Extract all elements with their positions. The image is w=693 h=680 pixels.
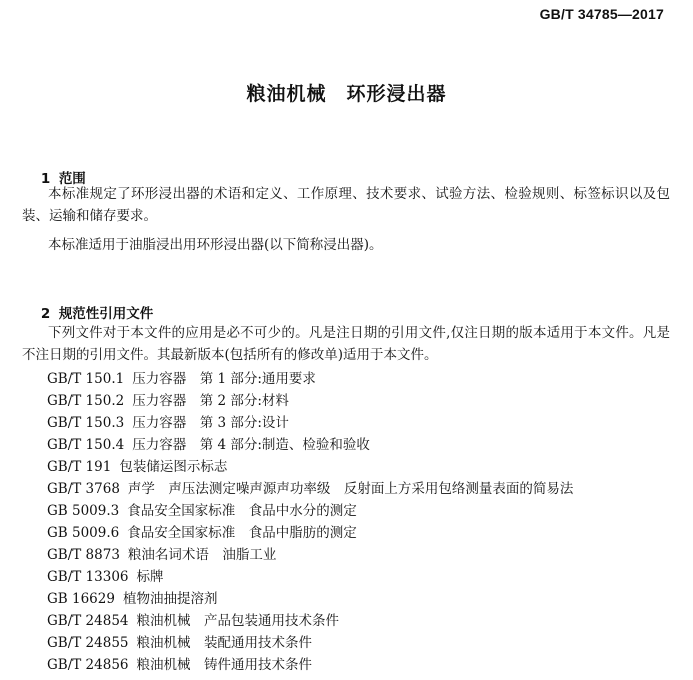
reference-code: GB/T 150.3 — [47, 415, 125, 431]
reference-title: 食品安全国家标准 食品中水分的测定 — [127, 503, 357, 519]
section-1-paragraph: 本标准规定了环形浸出器的术语和定义、工作原理、技术要求、试验方法、检验规则、标签标识以及包装、运输和储存要求。 — [22, 186, 670, 224]
reference-item — [47, 632, 573, 654]
reference-title: 粮油机械 装配通用技术条件 — [136, 635, 312, 651]
reference-title: 压力容器 第 3 部分:设计 — [132, 415, 289, 431]
reference-code: GB 5009.3 — [47, 503, 120, 519]
reference-title: 压力容器 第 4 部分:制造、检验和验收 — [132, 437, 370, 453]
reference-title: 粮油名词术语 油脂工业 — [127, 547, 277, 563]
reference-code: GB/T 150.1 — [47, 371, 125, 387]
normative-references-list — [47, 368, 573, 676]
reference-title: 标牌 — [136, 569, 164, 585]
section-1-number: 1 — [40, 171, 51, 187]
reference-code: GB/T 150.4 — [47, 437, 125, 453]
reference-item — [47, 434, 573, 456]
reference-code: GB/T 3768 — [47, 481, 120, 497]
reference-item — [47, 390, 573, 412]
reference-item — [47, 456, 573, 478]
reference-title: 食品安全国家标准 食品中脂肪的测定 — [127, 525, 357, 541]
reference-code: GB/T 24854 — [47, 613, 129, 629]
standard-code: GB/T 34785—2017 — [539, 6, 664, 22]
section-2-number: 2 — [40, 306, 51, 322]
reference-item — [47, 522, 573, 544]
reference-code: GB/T 191 — [47, 459, 112, 475]
reference-title: 粮油机械 产品包装通用技术条件 — [136, 613, 339, 629]
reference-item — [47, 566, 573, 588]
reference-code: GB 5009.6 — [47, 525, 120, 541]
reference-title: 压力容器 第 1 部分:通用要求 — [132, 371, 316, 387]
reference-title: 包装储运图示标志 — [119, 459, 228, 475]
reference-title: 粮油机械 铸件通用技术条件 — [136, 657, 312, 673]
reference-item — [47, 368, 573, 390]
reference-item — [47, 500, 573, 522]
reference-item — [47, 610, 573, 632]
reference-code: GB 16629 — [47, 591, 115, 607]
section-2-paragraph: 下列文件对于本文件的应用是必不可少的。凡是注日期的引用文件,仅注日期的版本适用于本文件。凡是不注日期的引用文件。其最新版本(包括所有的修改单)适用于本文件。 — [22, 325, 670, 363]
reference-title: 植物油抽提溶剂 — [122, 591, 218, 607]
reference-item — [47, 544, 573, 566]
reference-title: 声学 声压法测定噪声源声功率级 反射面上方采用包络测量表面的简易法 — [127, 481, 574, 497]
reference-code: GB/T 24855 — [47, 635, 129, 651]
reference-item — [47, 588, 573, 610]
reference-code: GB/T 8873 — [47, 547, 120, 563]
reference-item — [47, 412, 573, 434]
reference-item — [47, 478, 573, 500]
reference-code: GB/T 13306 — [47, 569, 129, 585]
reference-title: 压力容器 第 2 部分:材料 — [132, 393, 289, 409]
reference-code: GB/T 24856 — [47, 657, 129, 673]
reference-item — [47, 654, 573, 676]
reference-code: GB/T 150.2 — [47, 393, 125, 409]
section-2-title: 规范性引用文件 — [58, 306, 154, 322]
document-title: 粮油机械 环形浸出器 — [246, 83, 447, 105]
section-1-paragraph: 本标准适用于油脂浸出用环形浸出器(以下简称浸出器)。 — [48, 237, 383, 253]
section-1-title: 范围 — [58, 171, 86, 187]
